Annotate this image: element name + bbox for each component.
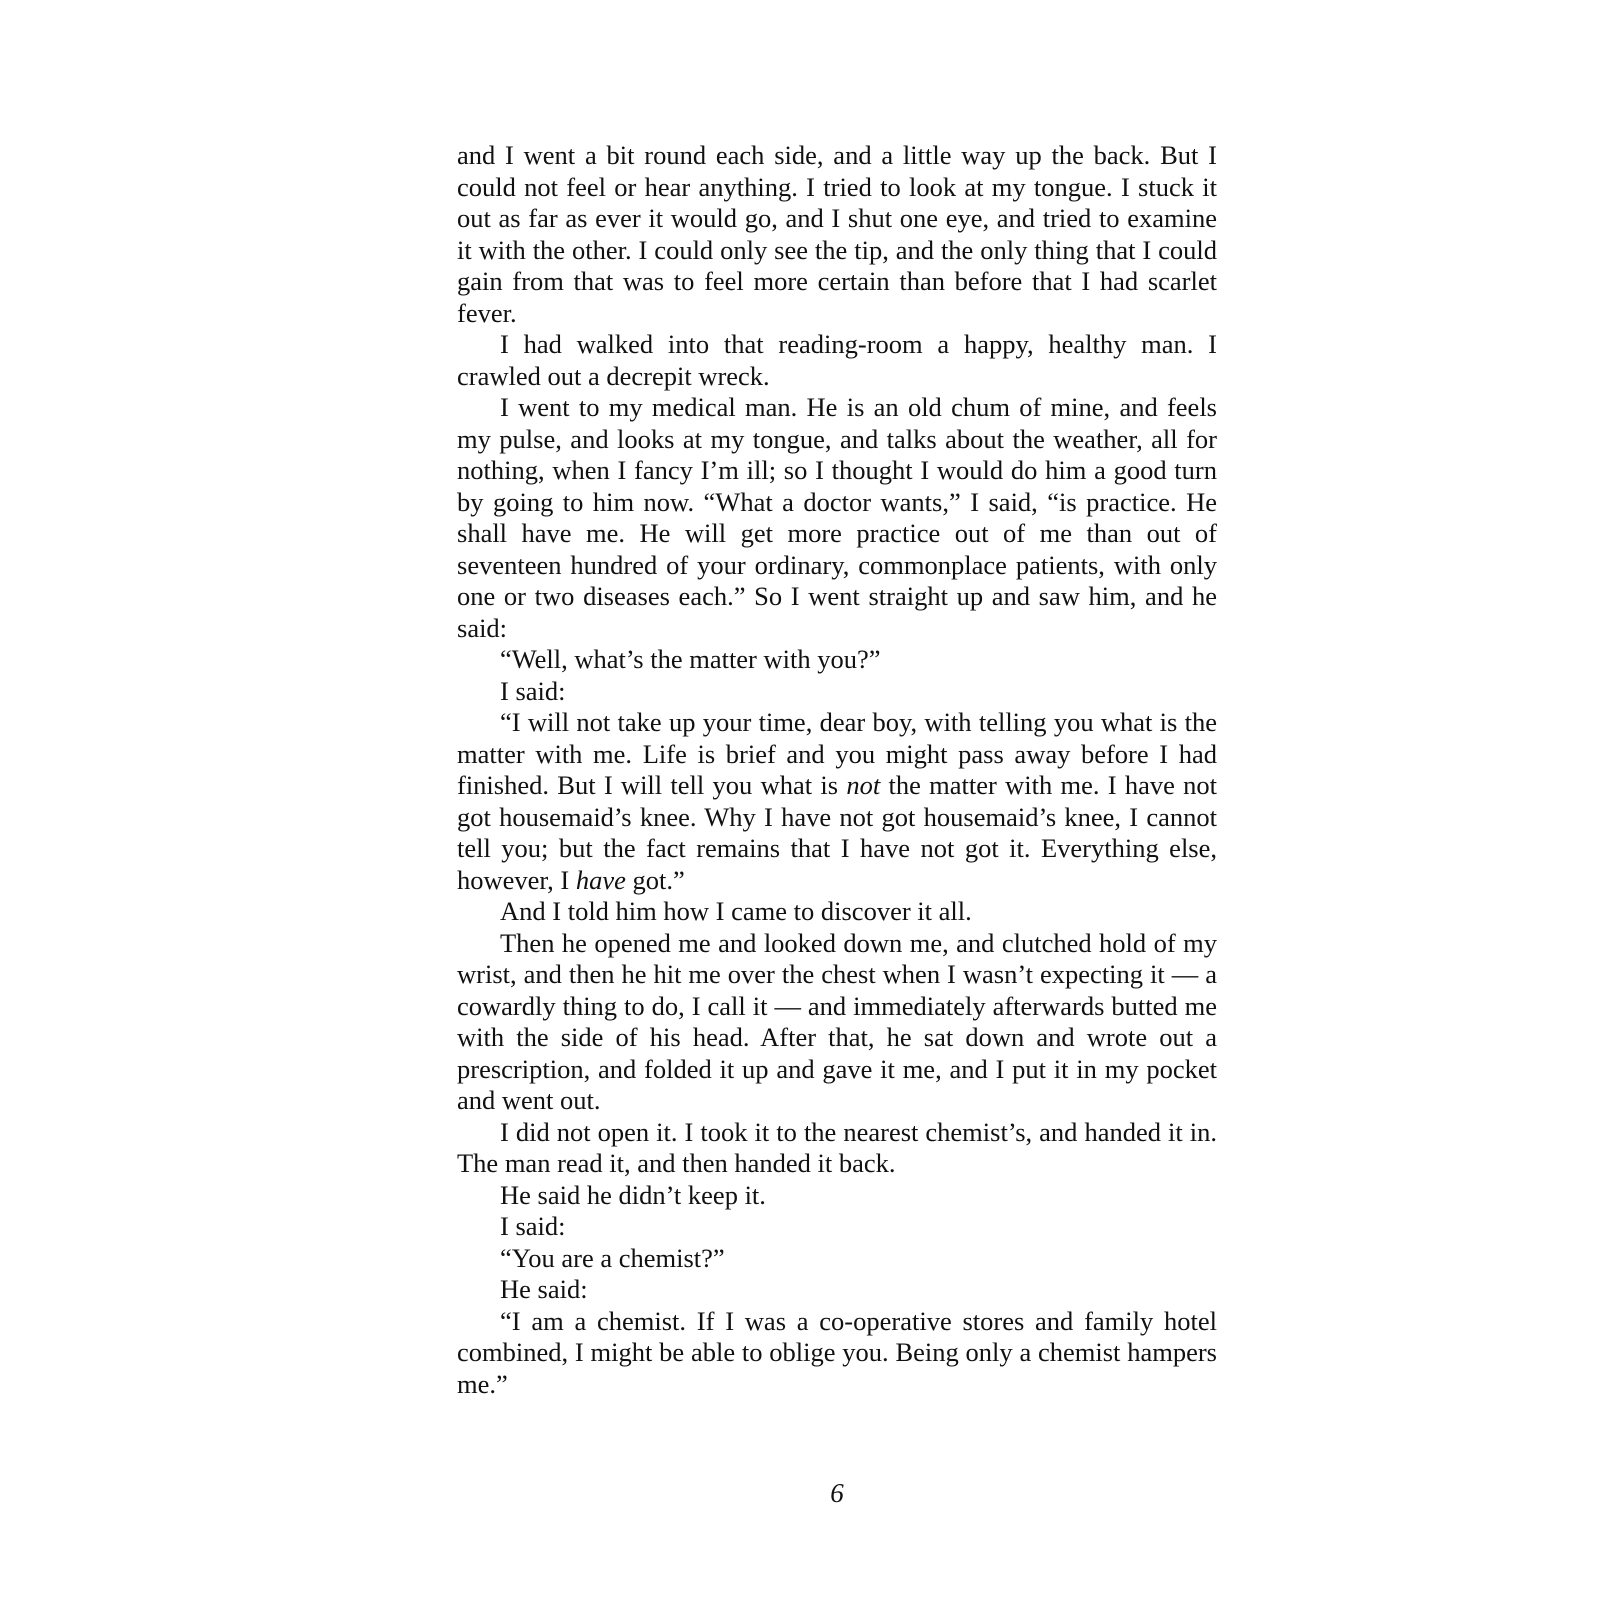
paragraph-5: I said: <box>500 675 566 706</box>
page-number: 6 <box>830 1478 844 1508</box>
book-page <box>457 140 1217 1520</box>
paragraph-6-part-3: got.” <box>625 864 685 895</box>
paragraph-13: He said: <box>500 1274 588 1304</box>
paragraph-6-part-2: the matter with me. I have not got housemaid’s knee. Why I have not got housemaid’s knee, I cannot tell you; but the fact remains that I have not got it. Everything else, however, I <box>457 770 1218 895</box>
paragraph-1: and I went a bit round each side, and a little way up the back. But I could not feel or hear anything. I tried to look at my tongue. I stuck it out as far as ever it would go, and I shut one eye, and tried to examine it with the other. I could only see the tip, and the only thing that I could gain from that was to feel more certain than before that I had scarlet fever. <box>457 140 1217 328</box>
body-text <box>457 140 1217 1400</box>
paragraph-4: “Well, what’s the matter with you?” <box>500 644 881 674</box>
paragraph-12: “You are a chemist?” <box>500 1242 725 1273</box>
paragraph-14: “I am a chemist. If I was a co-operative stores and family hotel combined, I might be able to oblige you. Being only a chemist hampers me.” <box>457 1305 1217 1399</box>
paragraph-3: I went to my medical man. He is an old chum of mine, and feels my pulse, and looks at my tongue, and talks about the weather, all for nothing, when I fancy I’m ill; so I thought I would do him a good turn by going to him now. “What a doctor wants,” I said, “is practice. He shall have me. He will get more practice out of me than out of seventeen hundred of your ordinary, commonplace patients, with only one or two diseases each.” So I went straight up and saw him, and he said: <box>457 392 1217 643</box>
paragraph-2: I had walked into that reading-room a happy, healthy man. I crawled out a decrepit wreck. <box>457 329 1217 391</box>
paragraph-7: And I told him how I came to discover it all. <box>500 896 972 926</box>
paragraph-9: I did not open it. I took it to the nearest chemist’s, and handed it in. The man read it, and then handed it back. <box>457 1116 1217 1178</box>
paragraph-8: Then he opened me and looked down me, and clutched hold of my wrist, and then he hit me over the chest when I wasn’t expecting it — a cowardly thing to do, I call it — and immediately afterwards butted me with the side of his head. After that, he sat down and wrote out a prescription, and folded it up and gave it me, and I put it in my pocket and went out. <box>457 927 1217 1115</box>
paragraph-6-emphasis-not: not <box>846 770 881 800</box>
paragraph-11: I said: <box>500 1211 566 1241</box>
paragraph-10: He said he didn’t keep it. <box>500 1179 766 1210</box>
paragraph-6-emphasis-have: have <box>575 864 626 895</box>
paragraph-6 <box>457 707 1217 896</box>
paragraph-6-part-1: “I will not take up your time, dear boy, with telling you what is the matter with me. Life is brief and you might pass away before I had finished. But I will tell you what is <box>457 707 1217 800</box>
